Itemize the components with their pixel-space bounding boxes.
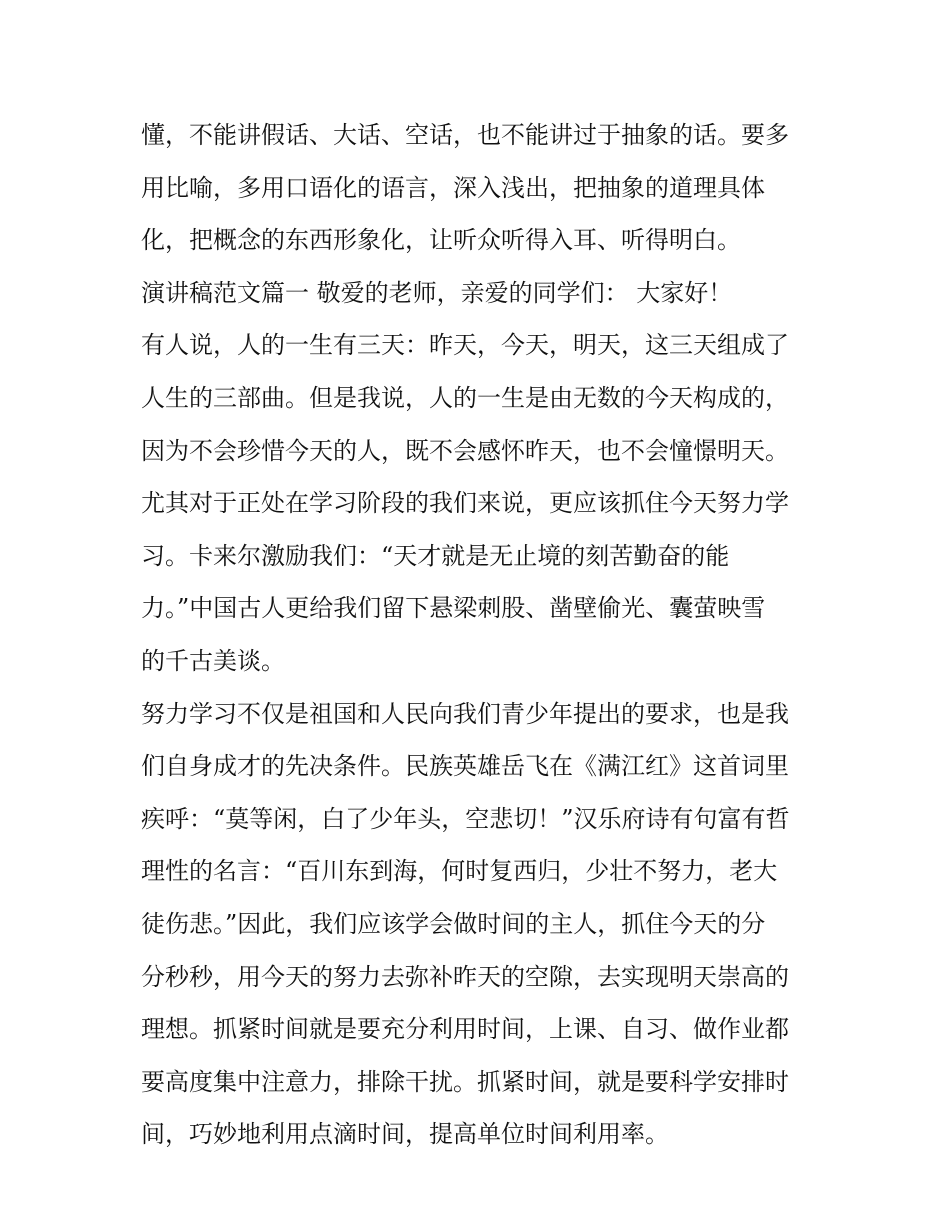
text-line-13: 们自身成才的先决条件。民族英雄岳飞在《满江红》这首词里 (141, 752, 789, 781)
text-line-19: 要高度集中注意力，排除干扰。抓紧时间，就是要科学安排时 (141, 1067, 789, 1096)
text-line-7: 因为不会珍惜今天的人，既不会感怀昨天，也不会憧憬明天。 (141, 436, 789, 465)
text-line-11: 的千古美谈。 (141, 646, 285, 675)
text-line-18: 理想。抓紧时间就是要充分利用时间，上课、自习、做作业都 (141, 1015, 789, 1044)
text-line-14: 疾呼：“莫等闲，白了少年头，空悲切！”汉乐府诗有句富有哲 (141, 804, 790, 833)
text-line-9: 习。卡来尔激励我们：“天才就是无止境的刻苦勤奋的能 (141, 541, 730, 570)
text-line-15: 理性的名言：“百川东到海，何时复西归，少壮不努力，老大 (141, 857, 778, 886)
text-line-17: 分秒秒，用今天的努力去弥补昨天的空隙，去实现明天崇高的 (141, 962, 789, 991)
body-text (141, 109, 821, 1161)
text-line-3: 化，把概念的东西形象化，让听众听得入耳、听得明白。 (141, 226, 741, 255)
text-line-16: 徒伤悲。”因此，我们应该学会做时间的主人，抓住今天的分 (141, 909, 766, 938)
text-line-6: 人生的三部曲。但是我说，人的一生是由无数的今天构成的， (141, 383, 789, 412)
text-line-2: 用比喻，多用口语化的语言，深入浅出，把抽象的道理具体 (141, 173, 765, 202)
text-line-4: 演讲稿范文篇一 敬爱的老师，亲爱的同学们： 大家好！ (141, 278, 733, 307)
text-line-8: 尤其对于正处在学习阶段的我们来说，更应该抓住今天努力学 (141, 489, 789, 518)
text-line-20: 间，巧妙地利用点滴时间，提高单位时间利用率。 (141, 1120, 669, 1149)
text-line-1: 懂，不能讲假话、大话、空话，也不能讲过于抽象的话。要多 (141, 121, 789, 149)
text-line-5: 有人说，人的一生有三天：昨天，今天，明天，这三天组成了 (141, 331, 789, 360)
text-line-10: 力。”中国古人更给我们留下悬梁刺股、凿壁偷光、囊萤映雪 (141, 594, 766, 623)
text-line-12: 努力学习不仅是祖国和人民向我们青少年提出的要求，也是我 (141, 699, 789, 728)
